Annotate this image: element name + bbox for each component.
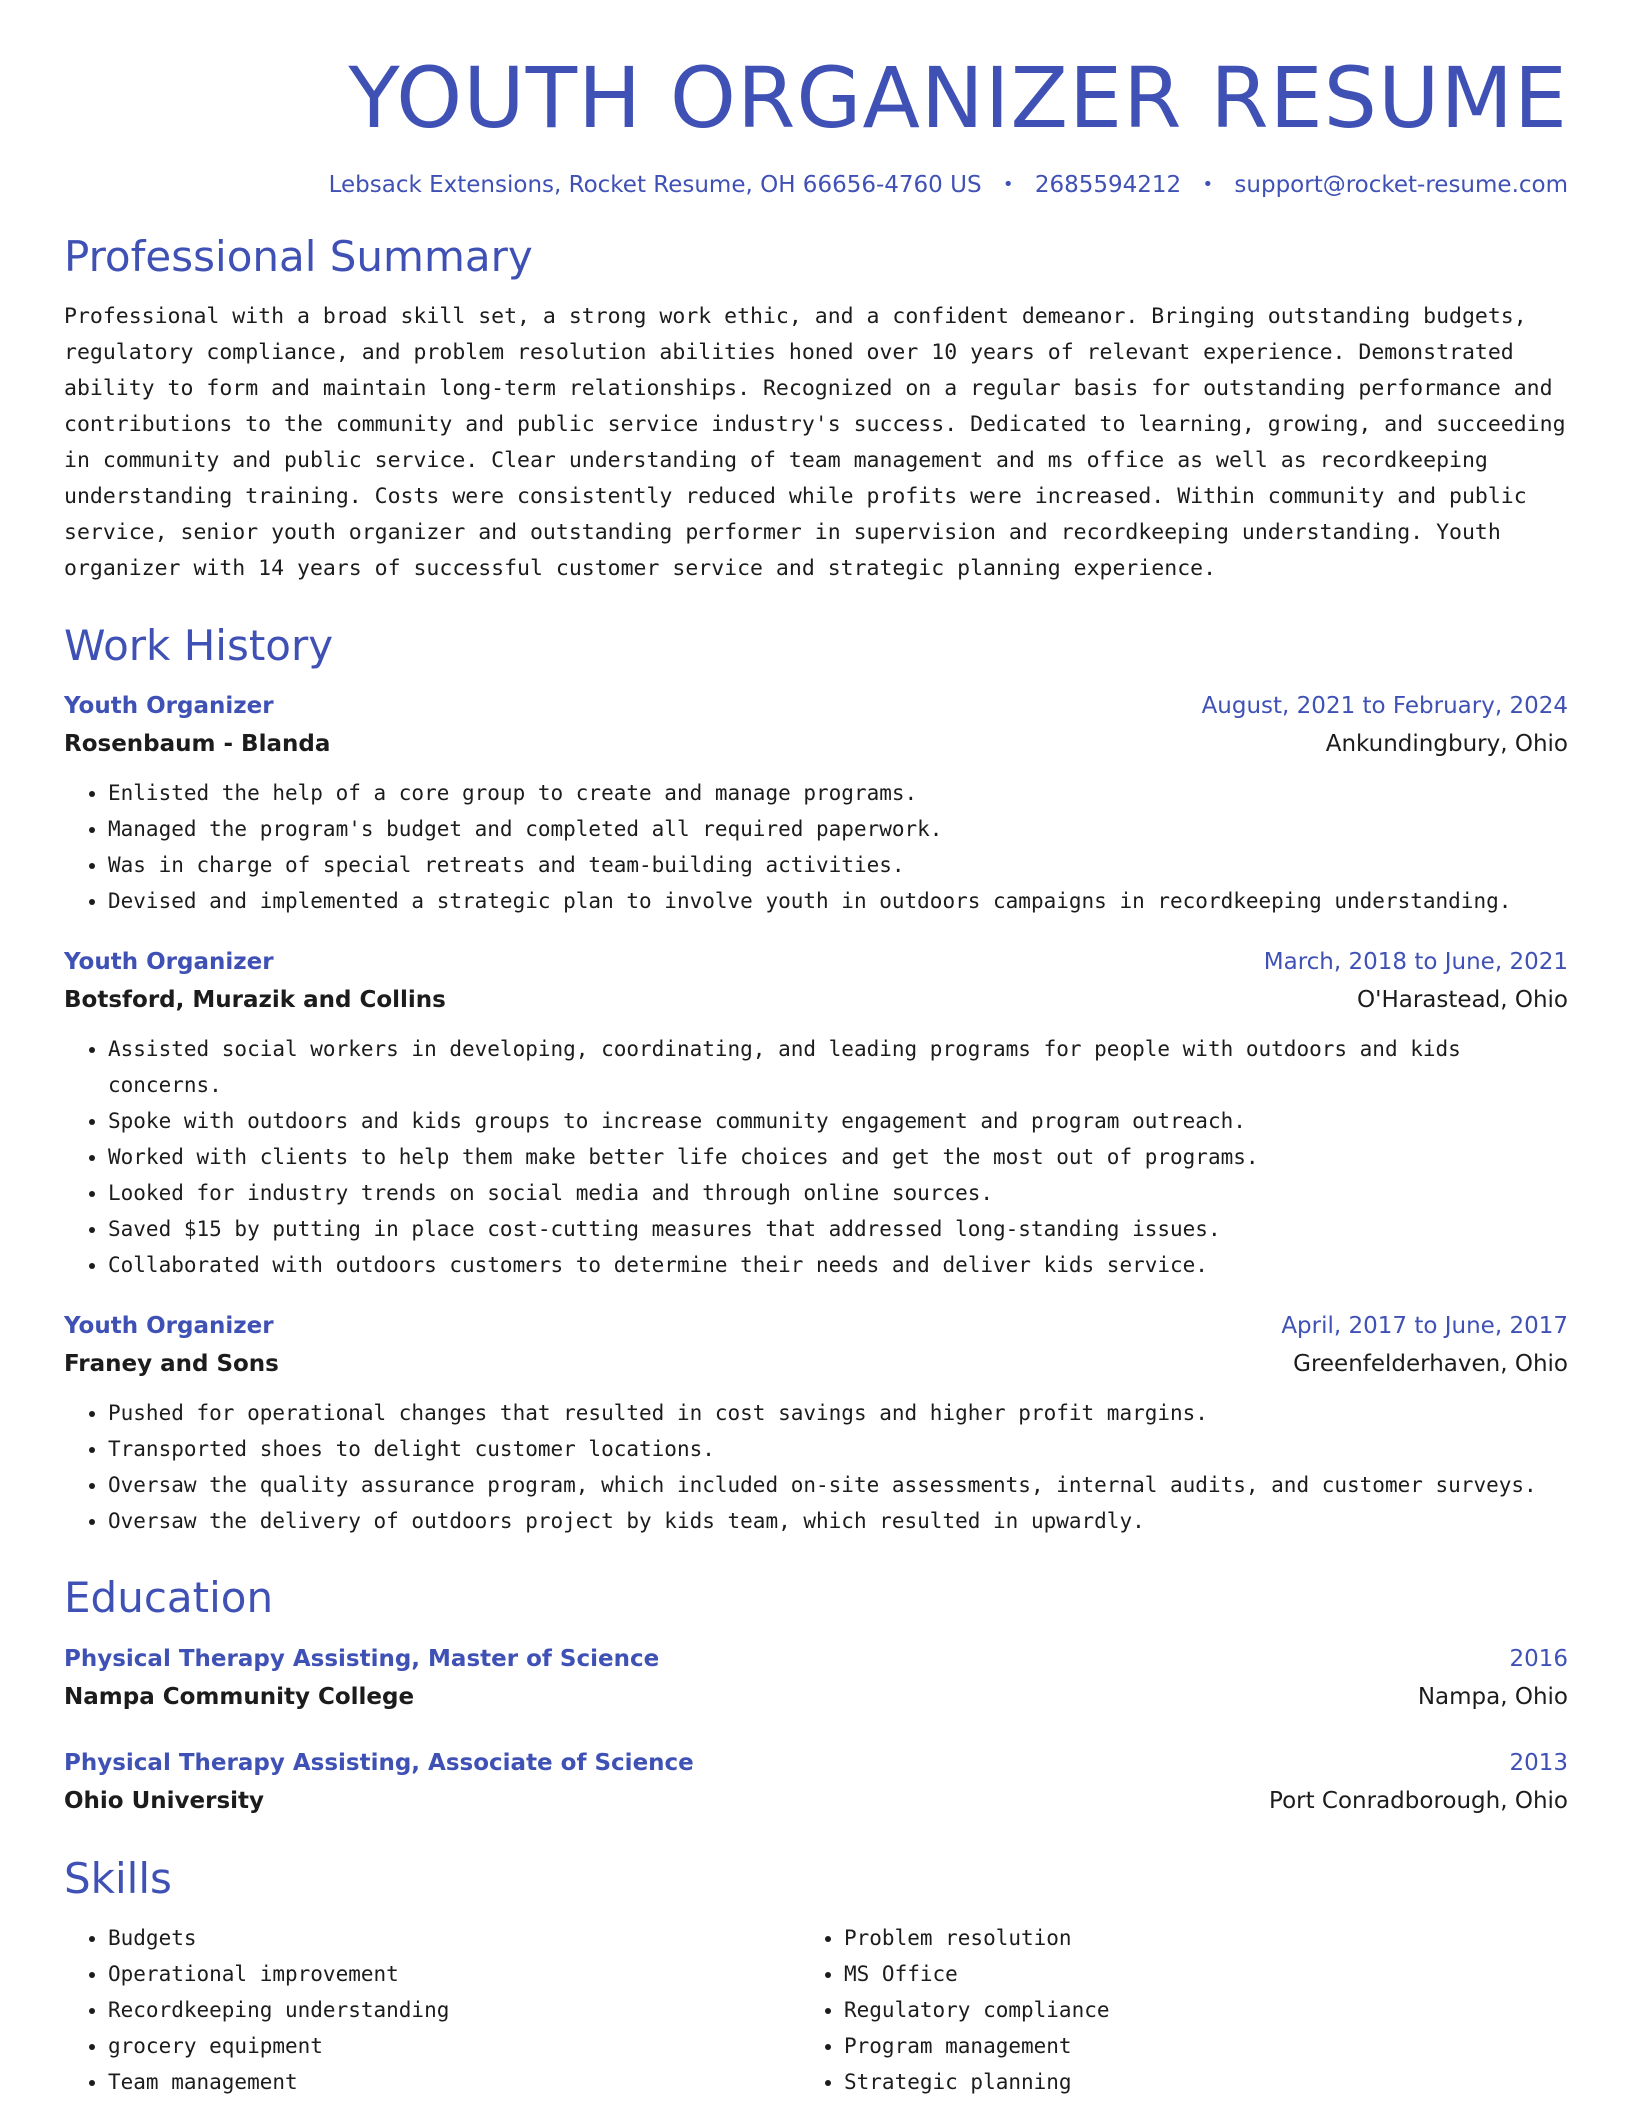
job-dates: March, 2018 to June, 2021 (1263, 949, 1568, 976)
education-school: Ohio University (64, 1787, 265, 1814)
summary-text: Professional with a broad skill set, a strong work ethic, and a confident demeanor. Bringing outstanding budgets, regulatory compliance, and problem resolution abilities honed over 10 years of relevant experience. Demonstrated ability to form and maintain long-term relationships. Recognized on a regular basis for outstanding performance and contributions to the community and public service industry's success. Dedicated to learning, growing, and succeeding in community and public service. Clear understanding of team management and ms office as well as recordkeeping understanding training. Costs were consistently reduced while profits were increased. Within community and public service, senior youth organizer and outstanding performer in supervision and recordkeeping understanding. Youth organizer with 14 years of successful customer service and strategic planning experience. (64, 303, 1566, 581)
education-entry (64, 1744, 1568, 1820)
job-bullet: • Assisted social workers in developing, coordinating, and leading programs for people with outdoors and kids concerns. (108, 1031, 1568, 1103)
skill-item: • Regulatory compliance (844, 1992, 1536, 2028)
job-bullet: • Transported shoes to delight customer locations. (108, 1431, 1568, 1467)
job-entry (64, 943, 1568, 1283)
job-bullet: • Looked for industry trends on social media and through online sources. (108, 1175, 1568, 1211)
job-bullet: • Was in charge of special retreats and team-building activities. (108, 847, 1568, 883)
job-bullet: • Managed the program's budget and completed all required paperwork. (108, 811, 1568, 847)
job-title: Youth Organizer (64, 949, 274, 976)
job-entry (64, 1307, 1568, 1539)
contact-phone: 2685594212 (1034, 172, 1182, 199)
job-bullet: • Pushed for operational changes that resulted in cost savings and higher profit margins. (108, 1395, 1568, 1431)
job-bullet: • Spoke with outdoors and kids groups to increase community engagement and program outreach. (108, 1103, 1568, 1139)
job-bullet: • Oversaw the delivery of outdoors project by kids team, which resulted in upwardly. (108, 1503, 1568, 1539)
job-bullets (64, 775, 1568, 919)
job-entry (64, 687, 1568, 919)
skill-item: • grocery equipment (108, 2028, 800, 2064)
skills-left-column (64, 1920, 800, 2100)
education-school: Nampa Community College (64, 1683, 415, 1710)
skills-columns (64, 1920, 1568, 2100)
job-location: O'Harastead, Ohio (1357, 987, 1568, 1014)
skill-item: • Problem resolution (844, 1920, 1536, 1956)
skills-right-column (800, 1920, 1536, 2100)
skill-item: • Recordkeeping understanding (108, 1992, 800, 2028)
job-bullet: • Worked with clients to help them make better life choices and get the most out of programs. (108, 1139, 1568, 1175)
education-year: 2013 (1509, 1749, 1568, 1776)
job-bullets (64, 1031, 1568, 1283)
job-bullets (64, 1395, 1568, 1539)
work-history-section (64, 621, 1568, 1539)
contact-separator: • (1002, 174, 1014, 196)
job-location: Ankundingbury, Ohio (1325, 731, 1568, 758)
job-dates: April, 2017 to June, 2017 (1281, 1313, 1568, 1340)
education-degree: Physical Therapy Assisting, Master of Science (64, 1645, 660, 1672)
skill-item: • Team management (108, 2064, 800, 2100)
job-bullet: • Saved $15 by putting in place cost-cutting measures that addressed long-standing issues. (108, 1211, 1568, 1247)
job-bullet: • Collaborated with outdoors customers to determine their needs and deliver kids service. (108, 1247, 1568, 1283)
skill-item: • Strategic planning (844, 2064, 1536, 2100)
skill-item: • Budgets (108, 1920, 800, 1956)
resume-header (64, 49, 1568, 199)
job-dates: August, 2021 to February, 2024 (1201, 693, 1568, 720)
job-company: Botsford, Murazik and Collins (64, 987, 446, 1014)
education-location: Port Conradborough, Ohio (1269, 1787, 1568, 1814)
education-degree: Physical Therapy Assisting, Associate of Science (64, 1749, 694, 1776)
job-title: Youth Organizer (64, 1313, 274, 1340)
work-history-heading: Work History (64, 620, 334, 670)
contact-address: Lebsack Extensions, Rocket Resume, OH 66656-4760 US (328, 172, 982, 199)
skills-section (64, 1854, 1568, 2100)
education-entry (64, 1640, 1568, 1716)
resume-title: YOUTH ORGANIZER RESUME (348, 49, 1568, 147)
skill-item: • MS Office (844, 1956, 1536, 1992)
skills-heading: Skills (64, 1853, 172, 1903)
job-bullet: • Enlisted the help of a core group to create and manage programs. (108, 775, 1568, 811)
education-year: 2016 (1509, 1645, 1568, 1672)
contact-separator: • (1202, 174, 1214, 196)
education-heading: Education (64, 1573, 274, 1623)
skill-item: • Operational improvement (108, 1956, 800, 1992)
summary-section (64, 232, 1568, 586)
education-location: Nampa, Ohio (1417, 1683, 1568, 1710)
skill-item: • Program management (844, 2028, 1536, 2064)
job-company: Franey and Sons (64, 1351, 279, 1378)
job-company: Rosenbaum - Blanda (64, 731, 331, 758)
education-section (64, 1573, 1568, 1819)
job-location: Greenfelderhaven, Ohio (1293, 1351, 1568, 1378)
job-bullet: • Devised and implemented a strategic plan to involve youth in outdoors campaigns in recordkeeping understanding. (108, 883, 1568, 919)
summary-heading: Professional Summary (64, 232, 533, 282)
contact-line (64, 172, 1568, 198)
contact-email: support@rocket-resume.com (1234, 172, 1568, 199)
job-bullet: • Oversaw the quality assurance program, which included on-site assessments, internal audits, and customer surveys. (108, 1467, 1568, 1503)
job-title: Youth Organizer (64, 693, 274, 720)
